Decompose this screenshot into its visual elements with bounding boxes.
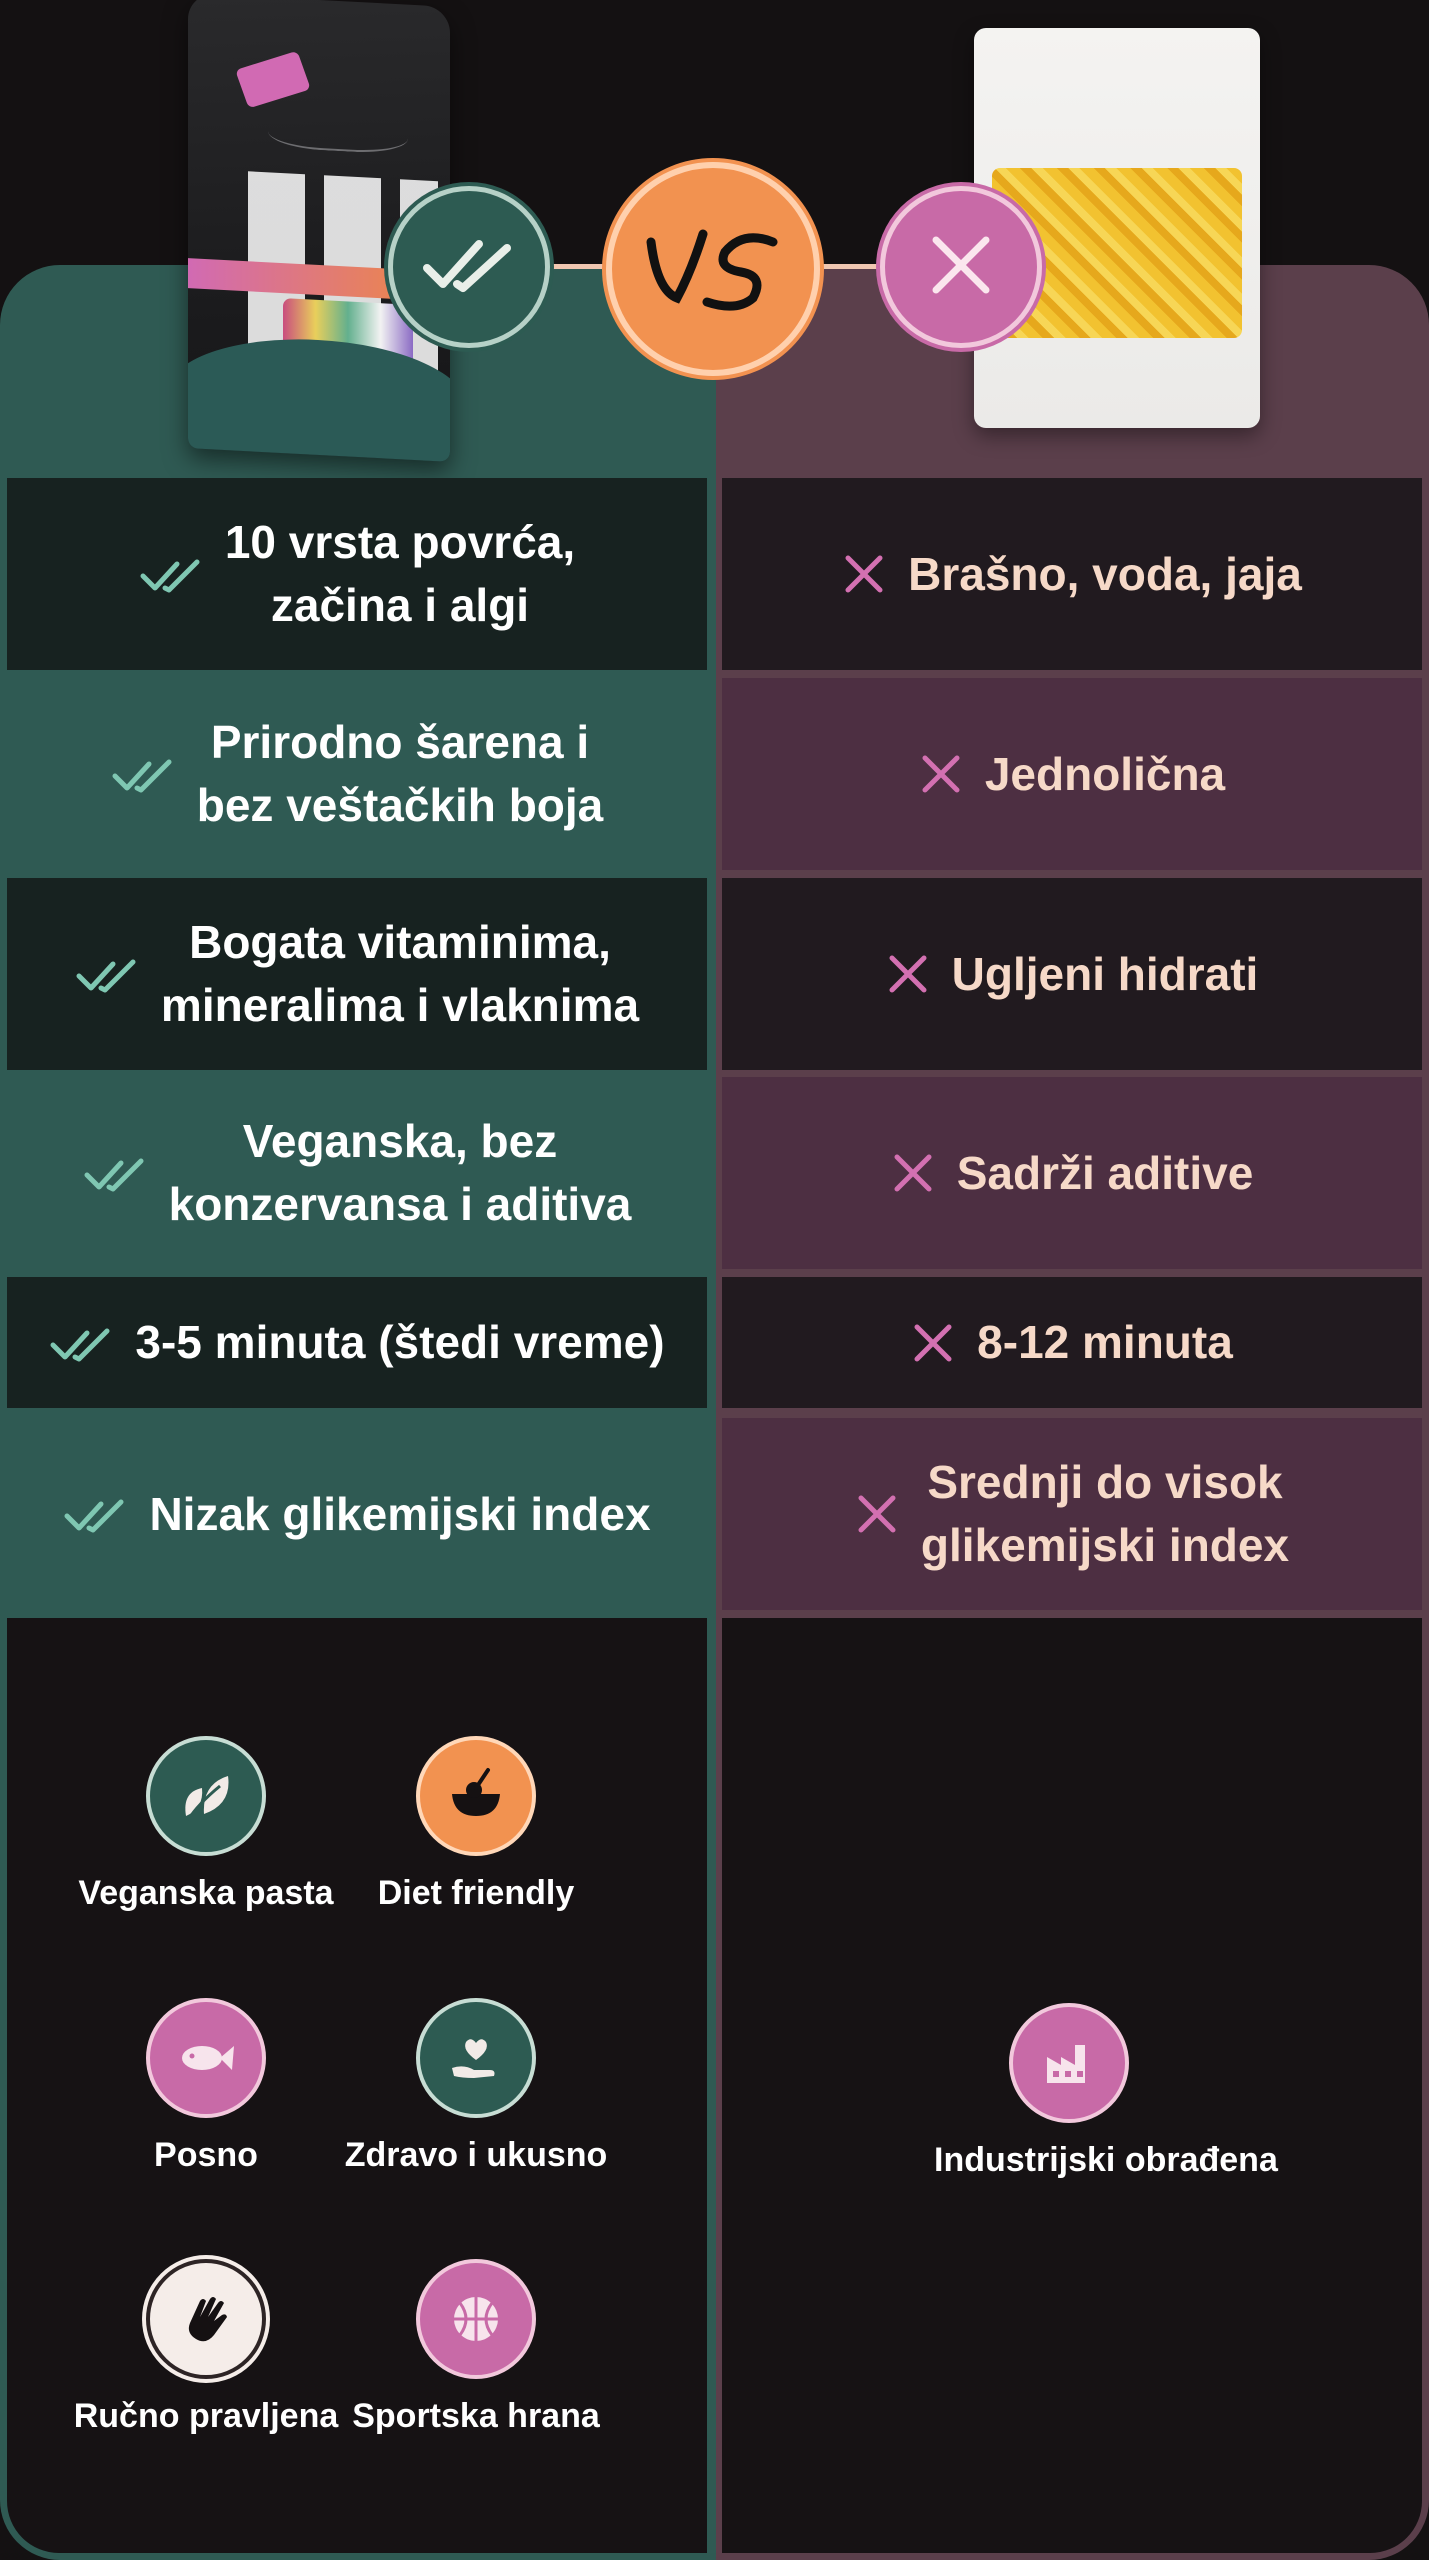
comparison-row-left <box>7 1277 707 1408</box>
row-content <box>919 743 1225 806</box>
comparison-row-left <box>7 878 707 1070</box>
close-icon <box>891 1151 935 1195</box>
benefit-text: 3-5 minuta (štedi vreme) <box>135 1316 665 1368</box>
row-content <box>842 543 1302 606</box>
hand-icon <box>146 2259 266 2379</box>
drawback-text: Srednji do visok glikemijski index <box>920 1456 1290 1571</box>
vs-script-graphic <box>633 212 793 326</box>
row-content <box>83 1110 632 1236</box>
feature-label: Industrijski obrađena <box>934 2141 1278 2179</box>
comparison-row-left <box>7 1418 707 1610</box>
connector-line-right <box>815 264 885 269</box>
benefit-text: Nizak glikemijski index <box>149 1487 651 1540</box>
bowl-icon <box>416 1736 536 1856</box>
comparison-row-left <box>7 678 707 870</box>
row-content <box>63 1483 650 1546</box>
fish-icon <box>146 1998 266 2118</box>
factory-icon <box>1009 2003 1129 2123</box>
connector-line-left <box>545 264 610 269</box>
drawback-text: Brašno, voda, jaja <box>908 547 1302 600</box>
close-icon <box>842 552 886 596</box>
close-icon <box>911 1321 955 1365</box>
feature-label: Sportska hrana <box>352 2397 600 2435</box>
feature-label: Ručno pravljena <box>73 2397 339 2435</box>
row-content <box>886 943 1259 1006</box>
row-content <box>891 1142 1254 1205</box>
row-content <box>139 511 575 637</box>
drawback-text: Ugljeni hidrati <box>951 947 1259 1000</box>
feature-label: Zdravo i ukusno <box>344 2136 608 2174</box>
comparison-row-right <box>722 1418 1422 1610</box>
comparison-row-right <box>722 1077 1422 1269</box>
heart-hand-icon <box>416 1998 536 2118</box>
basketball-icon <box>416 2259 536 2379</box>
close-icon <box>855 1492 899 1536</box>
row-content <box>855 1451 1289 1577</box>
row-content <box>111 711 604 837</box>
script-lettering-graphic <box>268 107 408 154</box>
row-content <box>49 1311 664 1374</box>
feature-label: Posno <box>154 2136 258 2174</box>
benefit-text: Bogata vitaminima, mineralima i vlaknima <box>160 916 640 1031</box>
drawback-text: 8-12 minuta <box>977 1316 1233 1368</box>
drawback-text: Jednolična <box>984 747 1226 800</box>
double-check-icon <box>83 1153 147 1193</box>
feature-item <box>71 1998 341 2175</box>
comparison-row-right <box>722 878 1422 1070</box>
feature-label: Diet friendly <box>377 1874 575 1912</box>
feature-item <box>71 1736 341 1913</box>
comparison-row-left <box>7 1077 707 1269</box>
double-check-icon <box>75 954 139 994</box>
benefit-text: Veganska, bez konzervansa i aditiva <box>168 1115 632 1230</box>
comparison-row-right <box>722 1277 1422 1408</box>
vs-badge <box>606 162 820 376</box>
check-badge <box>388 186 550 348</box>
feature-label: Veganska pasta <box>78 1874 334 1912</box>
comparison-row-right <box>722 678 1422 870</box>
row-content <box>75 911 639 1037</box>
feature-item <box>341 2259 611 2436</box>
comparison-row-right <box>722 478 1422 670</box>
comparison-row-left <box>7 478 707 670</box>
drawback-text: Sadrži aditive <box>956 1146 1254 1199</box>
benefit-text: Prirodno šarena i bez veštačkih boja <box>196 716 604 831</box>
close-icon <box>926 230 996 304</box>
benefit-text: 10 vrsta povrća, začina i algi <box>224 516 576 631</box>
feature-item <box>341 1736 611 1913</box>
brand-tag-graphic <box>235 51 311 109</box>
double-check-icon <box>139 554 203 594</box>
close-icon <box>919 752 963 796</box>
feature-item <box>934 2003 1278 2180</box>
row-content <box>911 1311 1233 1374</box>
leaf-icon <box>146 1736 266 1856</box>
double-check-icon <box>111 754 175 794</box>
double-check-icon <box>63 1494 127 1534</box>
close-icon <box>886 952 930 996</box>
double-check-icon <box>49 1323 113 1363</box>
double-check-icon <box>419 230 519 304</box>
feature-item <box>71 2259 341 2436</box>
feature-item <box>341 1998 611 2175</box>
x-badge <box>880 186 1042 348</box>
